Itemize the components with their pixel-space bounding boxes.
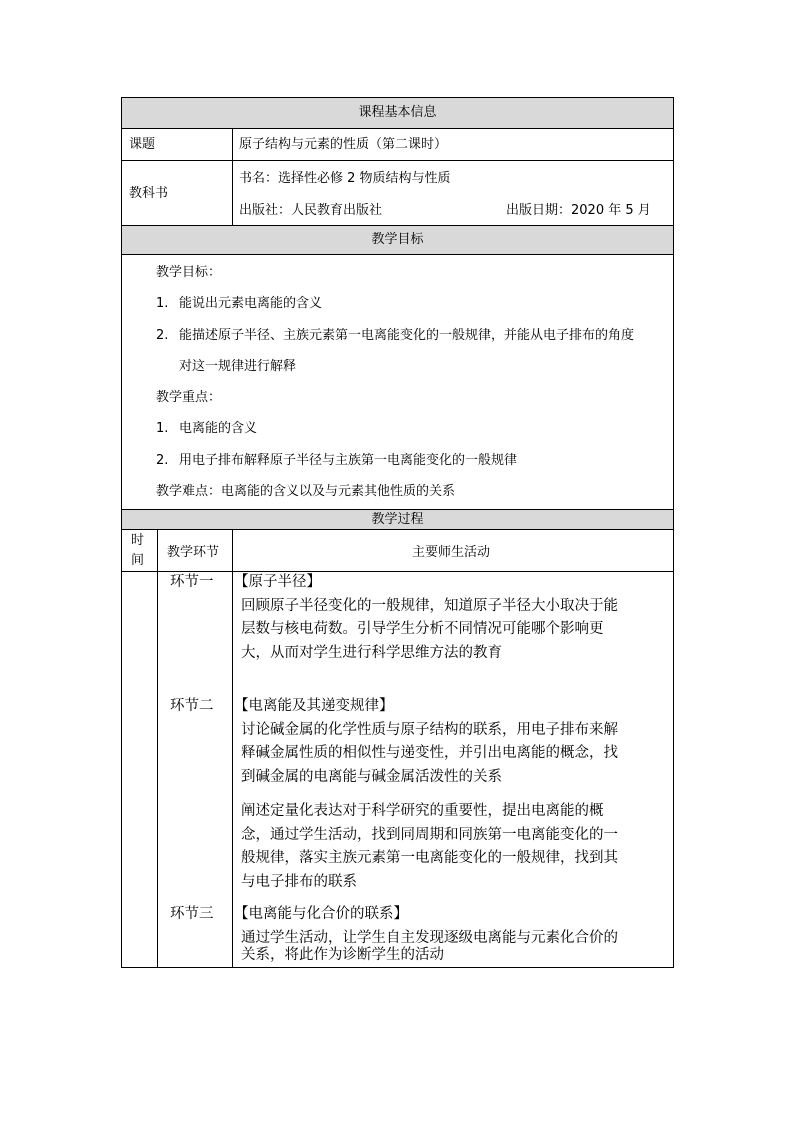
difficulty: 教学难点：电离能的含义以及与元素其他性质的关系 bbox=[156, 484, 456, 499]
stage-2-line-3: 到碱金属的电离能与碱金属活泼性的关系 bbox=[241, 768, 502, 785]
column-divider bbox=[157, 530, 158, 968]
stage-3-line-2: 关系，将此作为诊断学生的活动 bbox=[241, 947, 444, 963]
stage-2-para-2-line-3: 般规律，落实主族元素第一电离能变化的一般规律，找到其 bbox=[241, 850, 618, 866]
stage-2-para-2-line-2: 念，通过学生活动，找到同周期和同族第一电离能变化的一 bbox=[241, 826, 618, 843]
column-header-stage: 教学环节 bbox=[167, 545, 220, 560]
section-header-goals bbox=[121, 225, 674, 255]
key-point-1: 电离能的含义 bbox=[179, 421, 258, 436]
book-name: 书名：选择性必修 2 物质结构与性质 bbox=[239, 171, 451, 186]
stage-2-para-2-line-4: 与电子排布的联系 bbox=[241, 873, 357, 890]
goals-title: 教学目标： bbox=[156, 265, 222, 280]
column-header-activity: 主要师生活动 bbox=[412, 545, 491, 560]
textbook-label: 教科书 bbox=[129, 186, 169, 201]
section-header-process-text: 教学过程 bbox=[371, 512, 424, 527]
stage-2-line-2: 释碱金属性质的相似性与递变性，并引出电离能的概念，找 bbox=[241, 745, 618, 761]
publisher: 出版社：人民教育出版社 bbox=[239, 203, 383, 218]
column-header-time-1: 时 bbox=[131, 533, 145, 548]
key-point-2-number: 2. bbox=[156, 453, 169, 468]
section-header-goals-text: 教学目标 bbox=[371, 232, 424, 247]
goal-1-number: 1. bbox=[156, 296, 169, 311]
section-header-basic-info-text: 课程基本信息 bbox=[358, 105, 437, 120]
stage-2-para-2-line-1: 阐述定量化表达对于科学研究的重要性，提出电离能的概 bbox=[241, 803, 604, 819]
stage-2-label: 环节二 bbox=[170, 698, 214, 714]
goal-2-line-2: 对这一规律进行解释 bbox=[179, 359, 297, 374]
section-header-basic-info bbox=[121, 97, 674, 129]
topic-label: 课题 bbox=[129, 137, 156, 152]
stage-3-line-1: 通过学生活动，让学生自主发现逐级电离能与元素化合价的 bbox=[241, 929, 618, 946]
key-points-title: 教学重点： bbox=[156, 390, 222, 405]
stage-1-line-2: 层数与核电荷数。引导学生分析不同情况可能哪个影响更 bbox=[241, 621, 604, 637]
column-divider bbox=[232, 129, 233, 225]
stage-2-line-1: 讨论碱金属的化学性质与原子结构的联系，用电子排布来解 bbox=[241, 721, 618, 738]
topic-value: 原子结构与元素的性质（第二课时） bbox=[239, 137, 448, 152]
key-point-1-number: 1. bbox=[156, 421, 169, 436]
stage-2-title: 【电离能及其递变规律】 bbox=[234, 698, 394, 714]
stage-3-title: 【电离能与化合价的联系】 bbox=[234, 906, 408, 922]
section-header-process bbox=[121, 509, 674, 530]
stage-1-title: 【原子半径】 bbox=[234, 574, 321, 590]
publication-date: 出版日期：2020 年 5 月 bbox=[506, 203, 651, 218]
column-header-time-2: 间 bbox=[131, 553, 145, 568]
row-divider bbox=[121, 160, 674, 161]
stage-1-line-3: 大，从而对学生进行科学思维方法的教育 bbox=[241, 644, 502, 661]
goal-2-number: 2. bbox=[156, 328, 169, 343]
stage-3-label: 环节三 bbox=[170, 906, 214, 922]
stage-1-line-1: 回顾原子半径变化的一般规律，知道原子半径大小取决于能 bbox=[241, 597, 618, 614]
goal-1: 能说出元素电离能的含义 bbox=[179, 296, 323, 311]
column-divider bbox=[232, 530, 233, 968]
goal-2-line-1: 能描述原子半径、主族元素第一电离能变化的一般规律，并能从电子排布的角度 bbox=[179, 328, 635, 343]
key-point-2: 用电子排布解释原子半径与主族第一电离能变化的一般规律 bbox=[179, 453, 518, 468]
stage-1-label: 环节一 bbox=[170, 574, 214, 590]
